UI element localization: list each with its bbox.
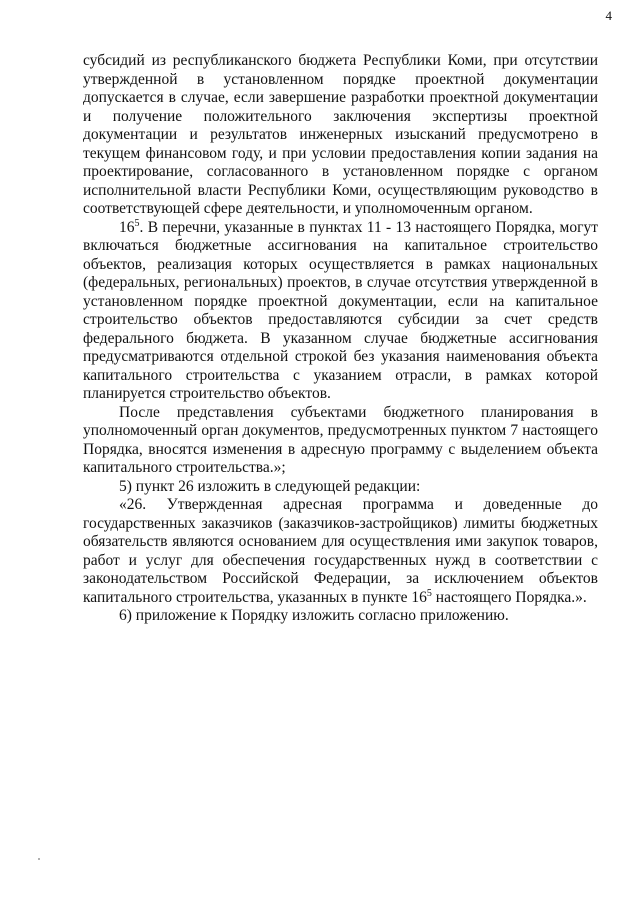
paragraph-point-5: 5) пункт 26 изложить в следующей редакции: [119, 477, 421, 495]
item-text: . В перечни, указанные в пунктах 11 - 13 настоящего Порядка, могут включаться бюджетные ассигнования на капитальное строительство объектов, реализация которых осуществляется в рамках национальных (федеральных, региональных) проектов, в случае отсутствия утвержденной в установленном порядке проектной документации, если на капитальное строительство объектов предоставляются субсидии за счет средств федерального бюджета. В указанном случае бюджетные ассигнования предусматриваются отдельной строкой без указания наименования объекта капитального строительства с указанием отрасли, в рамках которой планируется строительство объектов. [83, 218, 598, 402]
item-26-superscript: 5 [426, 587, 432, 599]
page-number: 4 [605, 8, 612, 23]
scan-artifact [38, 858, 40, 860]
item-26-ending: настоящего Порядка.». [431, 588, 587, 606]
paragraph-item-16-5 [83, 219, 598, 404]
paragraph-after-submission: После представления субъектами бюджетного планирования в уполномоченный орган документов, предусмотренных пунктом 7 настоящего Порядка, вносятся изменения в адресную программу с выделением объекта капитального строительства.»; [83, 403, 598, 476]
document-body [83, 52, 598, 626]
item-superscript: 5 [134, 217, 140, 229]
paragraph-subsidy-continuation: субсидий из республиканского бюджета Республики Коми, при отсутствии утвержденной в установленном порядке проектной документации допускается в случае, если завершение разработки проектной документации и получение положительного заключения экспертизы проектной документации и результатов инженерных изысканий предусмотрено в текущем финансовом году, и при условии предоставления копии задания на проектирование, согласованного в установленном порядке с органом исполнительной власти Республики Коми, осуществляющим руководство в соответствующей сфере деятельности, и уполномоченным органом. [83, 52, 598, 217]
paragraph-item-26 [83, 496, 598, 607]
paragraph-point-6: 6) приложение к Порядку изложить согласно приложению. [119, 607, 509, 624]
item-number: 16 [119, 218, 135, 236]
item-26-text: «26. Утвержденная адресная программа и доведенные до государственных заказчиков (заказчиков-застройщиков) лимиты бюджетных обязательств являются основанием для осуществления ими закупок товаров, работ и услуг для обеспечения государственных нужд в соответствии с законодательством Российской Федерации, за исключением объектов капитального строительства, указанных в пункте 16 [83, 496, 598, 606]
